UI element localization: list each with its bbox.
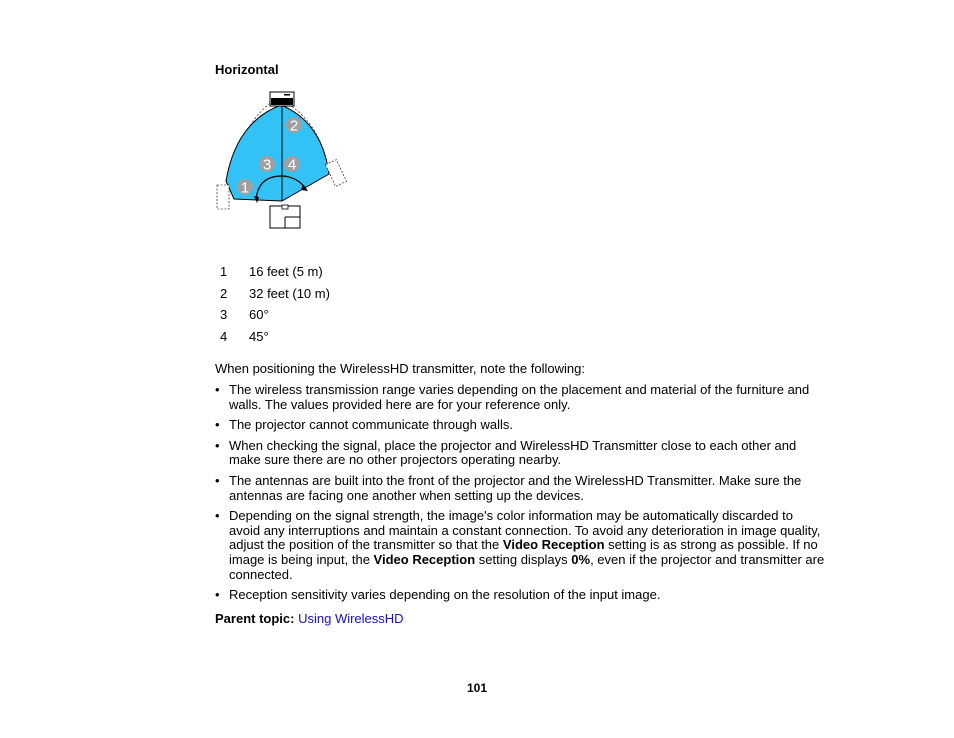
legend-row	[220, 264, 330, 286]
legend-text: 16 feet (5 m)	[249, 264, 323, 279]
setting-value: 0%	[571, 551, 591, 567]
svg-text:3: 3	[262, 156, 272, 174]
bullet-marker: •	[215, 417, 220, 433]
parent-topic	[215, 611, 404, 626]
horizontal-range-diagram	[210, 88, 360, 234]
legend-text: 32 feet (10 m)	[249, 285, 330, 301]
page-number: 101	[466, 681, 488, 695]
parent-topic-link[interactable]: Using WirelessHD	[298, 611, 404, 626]
list-item-text: The projector cannot communicate through walls.	[229, 417, 513, 433]
diagram-legend	[220, 264, 330, 350]
list-item	[215, 474, 825, 503]
intro-paragraph: When positioning the WirelessHD transmitter, note the following:	[215, 361, 585, 376]
list-item-text: When checking the signal, place the projector and WirelessHD Transmitter close to each other and make sure there are no other projectors operating nearby.	[229, 437, 797, 468]
legend-text: 60°	[249, 307, 269, 322]
legend-number: 1	[220, 264, 228, 279]
legend-number: 3	[220, 307, 228, 322]
list-item-text: The wireless transmission range varies depending on the placement and material of the furniture and walls. The values provided here are for your reference only.	[229, 382, 810, 412]
text-run: Depending on the signal strength, the image's color information may be automatically discarded to avoid any interruptions and maintain a constant connection. To avoid any deterioration in image quality, adjust the position of the transmitter so that the	[229, 508, 821, 553]
parent-topic-label: Parent topic:	[215, 611, 295, 626]
legend-number: 2	[220, 285, 228, 301]
transmitter-icon	[270, 92, 294, 106]
bullet-marker: •	[215, 437, 220, 453]
text-run: , even if the projector and transmitter are connected.	[229, 551, 825, 582]
legend-text: 45°	[249, 328, 269, 344]
bullet-marker: •	[215, 587, 220, 603]
text-run: setting is as strong as possible. If no image is being input, the	[229, 537, 818, 567]
legend-row	[220, 286, 330, 308]
setting-name: Video Reception	[373, 551, 476, 567]
section-heading: Horizontal	[215, 62, 279, 77]
legend-number: 4	[220, 328, 228, 344]
list-item	[215, 418, 825, 433]
list-item-text: Reception sensitivity varies depending on the resolution of the input image.	[229, 587, 661, 603]
svg-text:4: 4	[287, 156, 297, 174]
bullet-marker: •	[215, 472, 220, 488]
list-item	[215, 588, 825, 603]
left-transmitter-position-icon	[217, 185, 229, 209]
list-item	[215, 383, 825, 412]
bullet-marker: •	[215, 508, 220, 524]
list-item	[215, 509, 825, 582]
text-run: setting displays	[475, 551, 572, 567]
list-item-text	[229, 508, 824, 581]
list-item-text: The antennas are built into the front of the projector and the WirelessHD Transmitter. Make sure the antennas are facing one another when setting up the devices.	[229, 472, 802, 503]
legend-row	[220, 329, 330, 351]
list-item	[215, 439, 825, 468]
legend-row	[220, 307, 330, 329]
bullet-marker: •	[215, 382, 220, 397]
svg-text:1: 1	[240, 179, 250, 197]
setting-name: Video Reception	[502, 537, 605, 553]
projector-icon	[270, 205, 300, 228]
notes-list	[215, 383, 825, 609]
svg-text:2: 2	[289, 117, 299, 135]
